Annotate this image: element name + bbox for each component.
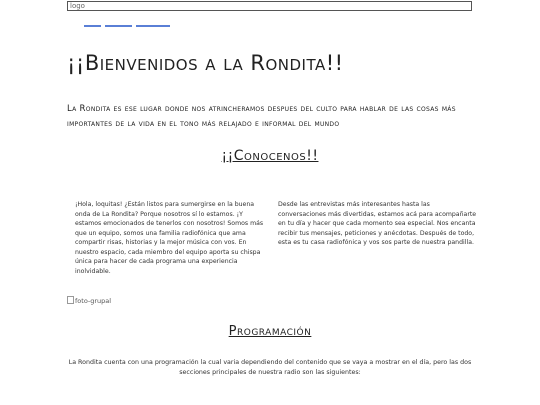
about-text-right: Desde las entrevistas más interesantes hasta las conversaciones más divertidas, estamos acá para acompañarte en tu día y hacer que cada momento sea especial. Nos encanta recibir tus mensajes, peticiones y anécdotas. Después de todo, esta es tu casa radiofónica y vos sos parte de nuestra pandilla. <box>278 201 477 246</box>
group-photo-alt-text: foto-grupal <box>75 297 112 305</box>
about-heading: ¡¡Conocenos!! <box>221 148 319 164</box>
logo-alt-text: logo <box>70 2 85 10</box>
broken-image-icon <box>67 296 74 304</box>
programacion-heading: Programación <box>228 324 312 339</box>
nav-link-2[interactable] <box>105 25 132 27</box>
page-title: ¡¡Bienvenidos a la Rondita!! <box>67 51 344 75</box>
intro-text: La Rondita es ese lugar donde nos atrincheramos despues del culto para hablar de las cosas más importantes de la vida en el tono más relajado e informal del mundo <box>67 104 456 129</box>
nav-link-3[interactable] <box>136 25 170 27</box>
nav-link-1[interactable] <box>84 25 101 27</box>
group-photo <box>67 296 111 305</box>
logo-image <box>67 1 472 11</box>
main-nav <box>84 25 170 27</box>
programacion-text: La Rondita cuenta con una programación la cual varia dependiendo del contenido que se vaya a mostrar en el día, pero las dos secciones principales de nuestra radio son las siguientes: <box>68 359 472 376</box>
about-text-left: ¡Hola, loquitas! ¿Están listos para sumergirse en la buena onda de La Rondita? Porque nosotros sí lo estamos. ¡Y estamos emocionados de tenerlos con nosotros! Somos más que un equipo, somos una familia radiofónica que ama compartir risas, historias y la mejor música con vos. En nuestro espacio, cada miembro del equipo aporta su chispa única para hacer de cada programa una experiencia inolvidable. <box>75 201 264 275</box>
